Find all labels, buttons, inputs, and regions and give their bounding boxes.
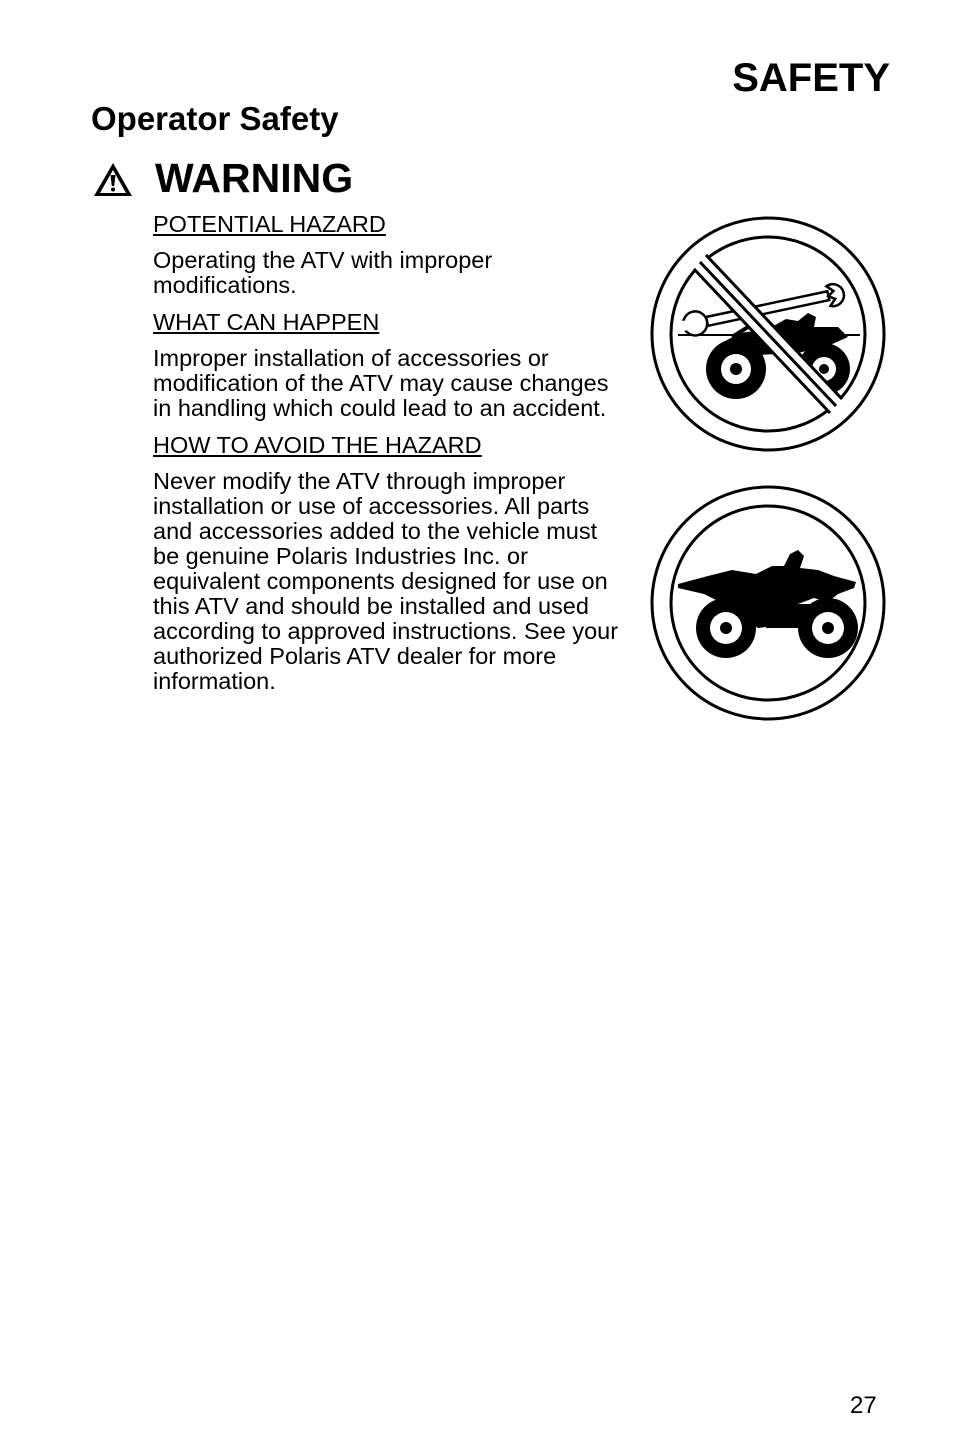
- what-can-happen-heading: WHAT CAN HAPPEN: [153, 309, 380, 335]
- warning-triangle-icon: [93, 162, 133, 198]
- no-modification-icon: [648, 215, 888, 453]
- potential-hazard-text: Operating the ATV with improper modifications.: [153, 247, 493, 298]
- potential-hazard-heading: POTENTIAL HAZARD: [153, 211, 386, 237]
- how-to-avoid-heading: HOW TO AVOID THE HAZARD: [153, 432, 482, 458]
- subsection-title: Operator Safety: [91, 100, 339, 137]
- page-number: 27: [850, 1392, 877, 1419]
- what-can-happen-text: Improper installation of accessories or modification of the ATV may cause changes in handling which could lead to an accident.: [153, 345, 609, 421]
- warning-header: [93, 155, 354, 201]
- warning-body: [153, 210, 623, 704]
- warning-label: WARNING: [155, 155, 354, 201]
- atv-icon: [648, 484, 888, 722]
- section-title: SAFETY: [732, 56, 890, 100]
- how-to-avoid-text: Never modify the ATV through improper installation or use of accessories. All parts and accessories added to the vehicle must be genuine Polaris Industries Inc. or equivalent components designed for use on this ATV and should be installed and used according to approved instructions. See your authorized Polaris ATV dealer for more information.: [153, 468, 619, 694]
